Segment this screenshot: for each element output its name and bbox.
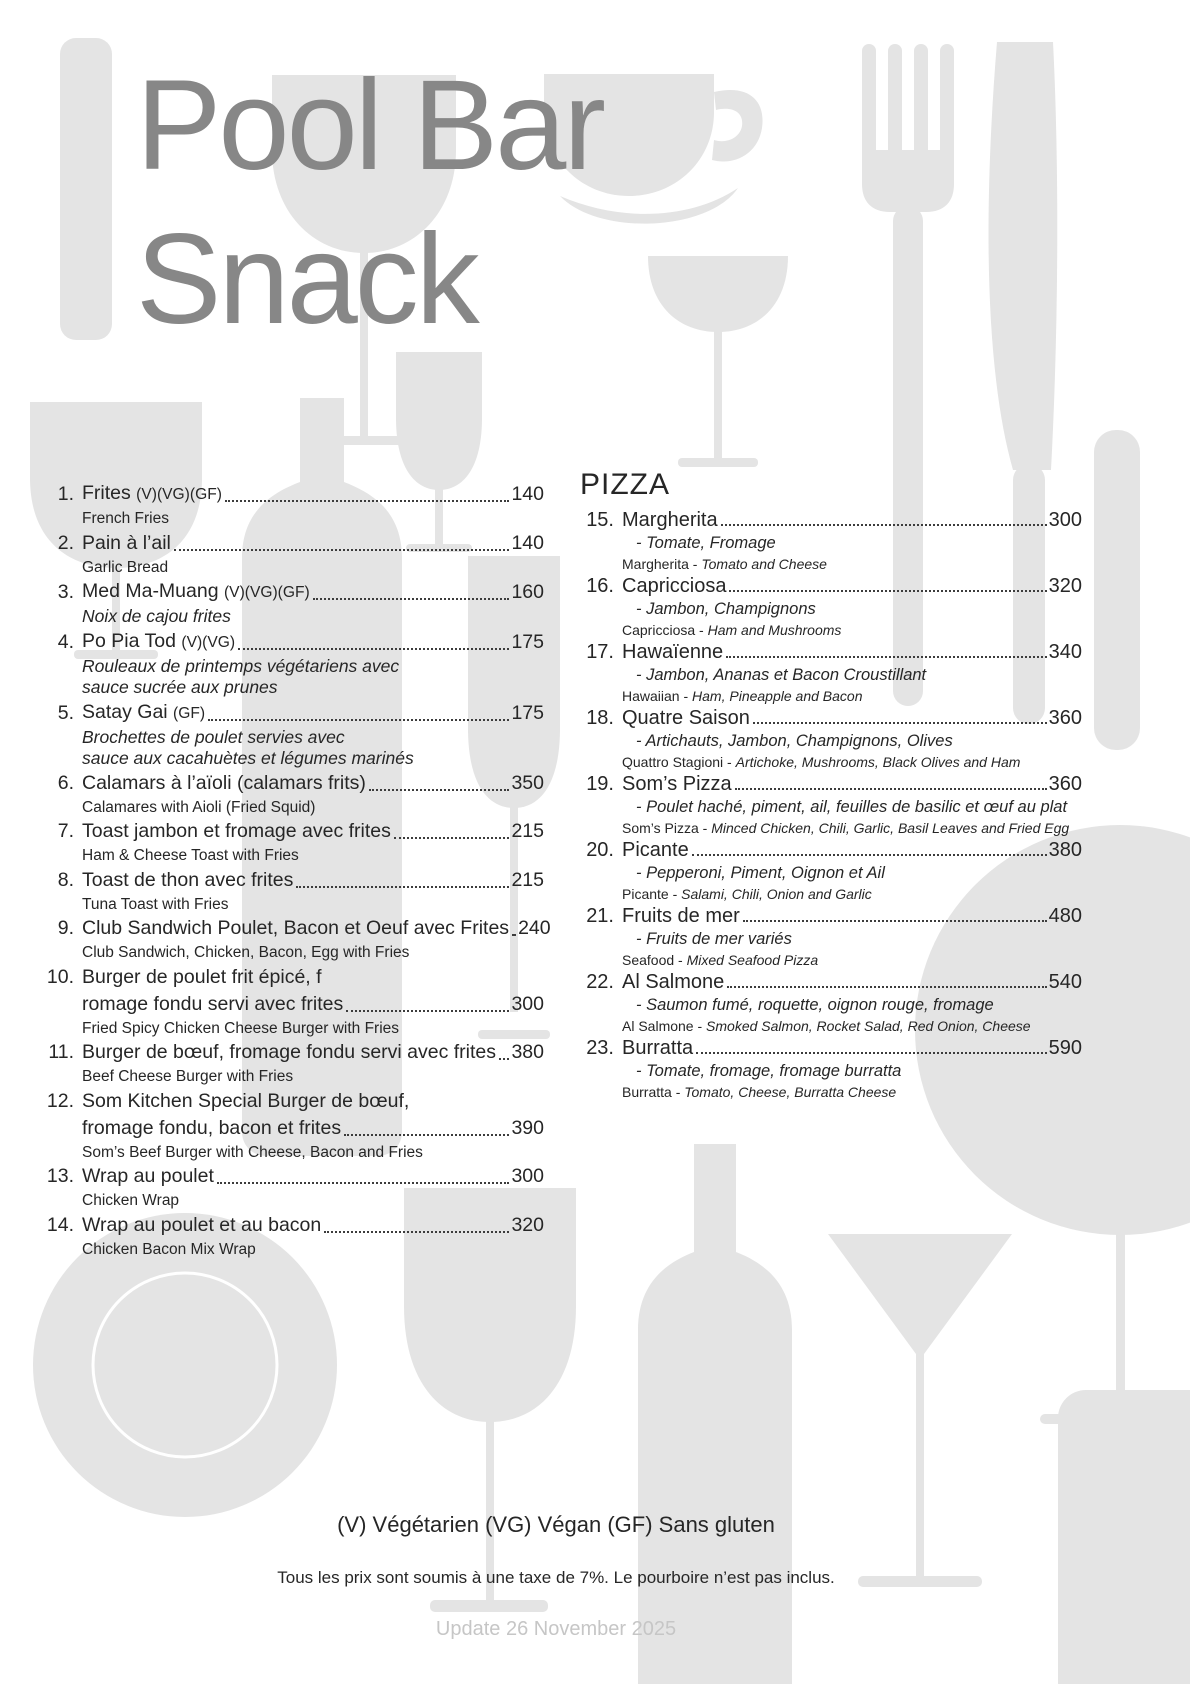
dotted-leader	[208, 719, 509, 721]
item-row	[44, 964, 544, 991]
item-number: 1.	[57, 483, 74, 505]
item-row	[580, 838, 1082, 862]
item-name: Calamars à l’aïoli (calamars frits)	[82, 771, 366, 794]
dotted-leader	[394, 837, 510, 839]
item-description: Club Sandwich, Chicken, Bacon, Egg with Fries	[82, 944, 410, 961]
item-number: 12.	[46, 1089, 74, 1112]
item-name: Quatre Saison	[622, 707, 750, 729]
spoon-handle-silhouette	[1094, 430, 1140, 750]
item-row	[44, 1212, 544, 1239]
dotted-leader	[296, 886, 509, 888]
dotted-leader	[727, 986, 1046, 988]
item-number: 8.	[57, 868, 74, 891]
dotted-leader	[174, 549, 510, 551]
item-row	[580, 508, 1082, 532]
pizza-column	[580, 468, 1082, 1102]
item-price: 360	[1048, 773, 1082, 795]
item-description: - Artichauts, Jambon, Champignons, Olives	[636, 732, 953, 750]
menu-item	[44, 699, 544, 770]
item-name: Satay Gai (GF)	[82, 700, 206, 723]
menu-item	[580, 508, 1082, 574]
item-price: 340	[1048, 641, 1082, 663]
item-description: Picante - Salami, Chili, Onion and Garlic	[622, 886, 872, 902]
item-name: Burratta	[622, 1037, 694, 1059]
item-description: Seafood - Mixed Seafood Pizza	[622, 952, 819, 968]
item-number: 21.	[586, 905, 614, 927]
menu-item	[44, 480, 544, 530]
menu-item	[44, 964, 544, 1040]
menu-item	[44, 1212, 544, 1261]
item-name: Toast de thon avec frites	[82, 868, 294, 891]
item-description: Calamares with Aioli (Fried Squid)	[82, 798, 316, 816]
menu-item	[580, 970, 1082, 1036]
menu-item	[580, 838, 1082, 904]
dotted-leader	[313, 598, 510, 600]
item-row	[44, 991, 544, 1018]
dotted-leader	[512, 934, 516, 936]
item-row	[44, 578, 544, 606]
item-number: 22.	[586, 971, 614, 993]
item-row	[44, 530, 544, 557]
diet-tags: (GF)	[173, 704, 206, 722]
item-number: 14.	[46, 1213, 74, 1236]
menu-item	[44, 1163, 544, 1212]
item-description: Ham & Cheese Toast with Fries	[82, 847, 299, 864]
item-row	[580, 640, 1082, 664]
dotted-leader	[721, 524, 1047, 526]
item-row	[44, 1115, 544, 1142]
item-row	[44, 915, 551, 942]
tumbler-silhouette	[60, 38, 112, 340]
dotted-leader	[696, 1052, 1046, 1054]
menu-item	[44, 915, 551, 964]
snack-column	[44, 480, 551, 1260]
item-price: 215	[511, 868, 544, 891]
item-description: Rouleaux de printemps végétariens avec	[82, 655, 400, 676]
item-name: Wrap au poulet	[82, 1165, 214, 1187]
item-number: 7.	[57, 820, 74, 842]
item-price: 480	[1048, 905, 1082, 927]
item-price: 160	[511, 581, 544, 603]
item-description: - Pepperoni, Piment, Oignon et Ail	[636, 864, 885, 882]
item-description: Hawaiian - Ham, Pineapple and Bacon	[622, 688, 863, 704]
menu-item	[580, 904, 1082, 970]
item-name: Wrap au poulet et au bacon	[82, 1213, 322, 1236]
menu-item	[580, 640, 1082, 706]
item-row	[44, 1088, 544, 1115]
item-description: Tuna Toast with Fries	[82, 895, 229, 913]
menu-item	[580, 574, 1082, 640]
item-price: 240	[518, 917, 551, 939]
coupe-glass-silhouette	[648, 256, 788, 467]
dotted-leader	[344, 1134, 509, 1136]
item-row	[44, 628, 544, 656]
item-name: Som’s Pizza	[622, 773, 732, 795]
item-description: Margherita - Tomato and Cheese	[622, 556, 827, 572]
item-number: 3.	[57, 581, 74, 603]
item-name: Burger de poulet frit épicé, f	[82, 965, 322, 988]
item-description: Noix de cajou frites	[82, 606, 231, 626]
dotted-leader	[729, 590, 1046, 592]
item-number: 16.	[586, 575, 614, 597]
menu-item	[580, 1036, 1082, 1102]
dotted-leader	[346, 1010, 509, 1012]
dotted-leader	[324, 1231, 509, 1233]
item-description: - Jambon, Ananas et Bacon Croustillant	[636, 666, 927, 684]
item-description: - Poulet haché, piment, ail, feuilles de basilic et œuf au plat	[636, 798, 1068, 816]
item-price: 380	[1048, 839, 1082, 861]
menu-item	[44, 1088, 544, 1164]
diet-legend: (V) Végétarien (VG) Végan (GF) Sans gluten	[337, 1512, 775, 1537]
item-number: 11.	[48, 1041, 74, 1063]
item-row	[44, 1163, 544, 1190]
item-description: Al Salmone - Smoked Salmon, Rocket Salad, Red Onion, Cheese	[622, 1018, 1031, 1034]
item-price: 540	[1048, 971, 1082, 993]
item-number: 4.	[57, 630, 74, 653]
dotted-leader	[369, 789, 510, 791]
menu-item	[44, 867, 544, 916]
dotted-leader	[726, 656, 1046, 658]
item-description: Fried Spicy Chicken Cheese Burger with Fries	[82, 1019, 400, 1037]
dotted-leader	[217, 1182, 510, 1184]
item-name: Club Sandwich Poulet, Bacon et Oeuf avec Frites	[82, 917, 510, 939]
menu-item	[580, 772, 1082, 838]
item-name: Toast jambon et fromage avec frites	[82, 820, 391, 842]
update-date: Update 26 November 2025	[435, 1618, 677, 1640]
item-description: sauce sucrée aux prunes	[82, 677, 278, 697]
item-description: French Fries	[82, 510, 169, 527]
menu-title-line1: Pool Bar	[136, 54, 603, 197]
item-name: Al Salmone	[622, 971, 725, 993]
item-number: 17.	[586, 641, 614, 663]
diet-tags: (V)(VG)	[181, 633, 236, 651]
item-description: - Fruits de mer variés	[636, 930, 792, 948]
item-number: 5.	[57, 701, 74, 724]
tax-note: Tous les prix sont soumis à une taxe de 7%. Le pourboire n’est pas inclus.	[277, 1568, 835, 1587]
dotted-leader	[753, 722, 1047, 724]
item-description: Quattro Stagioni - Artichoke, Mushrooms, Black Olives and Ham	[622, 754, 1021, 770]
item-name: Capricciosa	[622, 575, 727, 597]
item-number: 2.	[57, 531, 74, 554]
item-name: Margherita	[622, 509, 718, 531]
item-description: - Jambon, Champignons	[636, 600, 816, 618]
item-description: - Tomate, fromage, fromage burratta	[636, 1062, 902, 1080]
dotted-leader	[743, 920, 1047, 922]
item-row	[580, 1036, 1082, 1060]
item-price: 300	[511, 1165, 544, 1187]
item-name: Picante	[622, 839, 689, 861]
menu-item	[44, 770, 544, 819]
item-price: 360	[1048, 707, 1082, 729]
menu-item	[580, 706, 1082, 772]
menu-item	[44, 578, 544, 628]
item-description: Som’s Beef Burger with Cheese, Bacon and Fries	[82, 1143, 423, 1161]
item-name: Burger de bœuf, fromage fondu servi avec frites	[82, 1041, 497, 1063]
item-name: Po Pia Tod (V)(VG)	[82, 629, 236, 652]
item-description: Chicken Bacon Mix Wrap	[82, 1240, 256, 1258]
item-row	[580, 574, 1082, 598]
item-row	[580, 772, 1082, 796]
item-row	[44, 818, 544, 845]
item-row	[44, 699, 544, 727]
item-row	[44, 770, 544, 797]
item-price: 140	[511, 531, 544, 554]
item-price: 320	[1048, 575, 1082, 597]
item-number: 19.	[586, 773, 614, 795]
item-price: 590	[1048, 1037, 1082, 1059]
dotted-leader	[499, 1058, 509, 1060]
item-description: Som’s Pizza - Minced Chicken, Chili, Garlic, Basil Leaves and Fried Egg	[622, 820, 1070, 836]
dotted-leader	[238, 648, 509, 650]
item-price: 300	[511, 992, 544, 1015]
item-price: 175	[511, 701, 544, 724]
item-row	[44, 480, 544, 508]
item-name: romage fondu servi avec frites	[82, 992, 344, 1015]
pizza-items	[580, 508, 1082, 1102]
item-row	[580, 904, 1082, 928]
dotted-leader	[225, 500, 510, 502]
item-row	[580, 970, 1082, 994]
item-description: Brochettes de poulet servies avec	[82, 726, 345, 747]
item-description: Beef Cheese Burger with Fries	[82, 1068, 294, 1085]
item-price: 140	[511, 483, 544, 505]
item-price: 390	[511, 1116, 544, 1139]
item-number: 6.	[57, 771, 74, 794]
item-name: Som Kitchen Special Burger de bœuf,	[82, 1089, 410, 1112]
item-name: Med Ma-Muang (V)(VG)(GF)	[82, 580, 310, 602]
dotted-leader	[692, 854, 1047, 856]
menu-title-line2: Snack	[136, 208, 477, 351]
pizza-heading: PIZZA	[580, 468, 671, 501]
item-number: 23.	[586, 1037, 614, 1059]
item-name: fromage fondu, bacon et frites	[82, 1116, 342, 1139]
item-description: Burratta - Tomato, Cheese, Burratta Cheese	[622, 1084, 897, 1100]
item-price: 300	[1048, 509, 1082, 531]
item-number: 13.	[46, 1165, 74, 1187]
item-price: 320	[511, 1213, 544, 1236]
diet-tags: (V)(VG)(GF)	[223, 584, 310, 601]
bottom-bottle-silhouette	[638, 1144, 792, 1684]
item-price: 350	[511, 771, 544, 794]
item-description: - Tomate, Fromage	[636, 534, 776, 552]
item-description: Capricciosa - Ham and Mushrooms	[622, 622, 842, 638]
item-number: 20.	[586, 839, 614, 861]
item-price: 380	[511, 1041, 544, 1063]
dotted-leader	[735, 788, 1047, 790]
item-price: 175	[511, 630, 544, 653]
item-number: 18.	[586, 707, 614, 729]
item-number: 9.	[57, 917, 74, 939]
item-description: sauce aux cacahuètes et légumes marinés	[82, 748, 414, 768]
item-row	[44, 867, 544, 894]
item-description: Chicken Wrap	[82, 1192, 180, 1209]
item-name: Pain à l’ail	[82, 531, 171, 554]
item-name: Frites (V)(VG)(GF)	[82, 482, 222, 504]
menu-item	[44, 530, 544, 579]
item-row	[44, 1039, 544, 1066]
item-description: - Saumon fumé, roquette, oignon rouge, fromage	[636, 996, 994, 1014]
diet-tags: (V)(VG)(GF)	[136, 486, 222, 503]
item-row	[580, 706, 1082, 730]
item-description: Garlic Bread	[82, 558, 169, 576]
menu-item	[44, 1039, 544, 1088]
item-price: 215	[511, 820, 544, 842]
item-name: Hawaïenne	[622, 641, 724, 663]
item-number: 10.	[46, 965, 74, 988]
item-number: 15.	[586, 509, 614, 531]
menu-item	[44, 628, 544, 699]
item-name: Fruits de mer	[622, 905, 740, 927]
menu-item	[44, 818, 544, 867]
